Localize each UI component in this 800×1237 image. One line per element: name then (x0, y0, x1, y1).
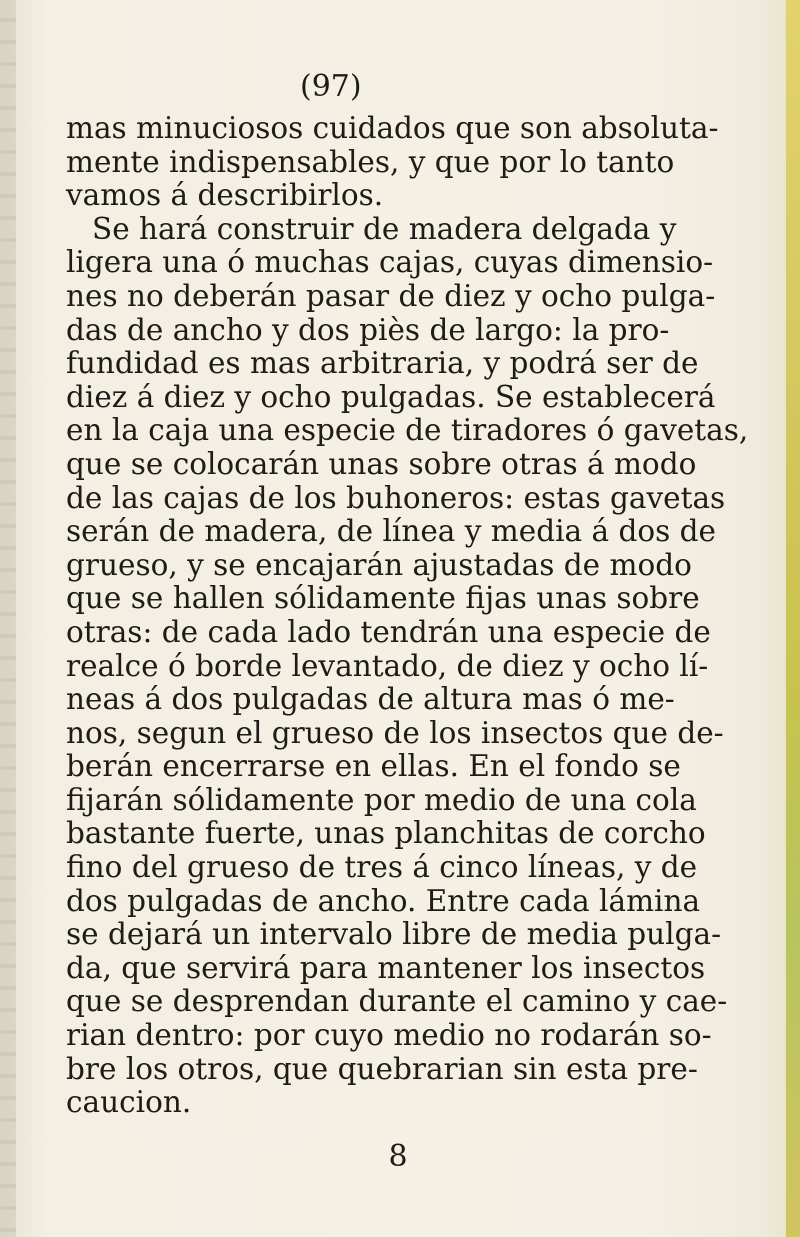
text-line: que se hallen sólidamente fijas unas sobre (66, 581, 700, 616)
text-line: neas á dos pulgadas de altura mas ó me- (66, 682, 675, 717)
text-line: bastante fuerte, unas planchitas de corcho (66, 816, 706, 851)
signature-mark: 8 (388, 1139, 408, 1174)
text-line: otras: de cada lado tendrán una especie de (66, 614, 711, 649)
text-line: diez á diez y ocho pulgadas. Se establecerá (66, 379, 716, 414)
text-line: se dejará un intervalo libre de media pulga- (66, 917, 722, 952)
text-line: bre los otros, que quebrarian sin esta pre- (66, 1051, 698, 1086)
text-line: nes no deberán pasar de diez y ocho pulga- (66, 278, 716, 313)
page-number: (97) (300, 69, 362, 104)
text-line: das de ancho y dos piès de largo: la pro- (66, 312, 670, 347)
text-line: berán encerrarse en ellas. En el fondo se (66, 749, 681, 784)
text-line: nos, segun el grueso de los insectos que de- (66, 715, 724, 750)
text-line: ligera una ó muchas cajas, cuyas dimensio- (66, 245, 714, 280)
text-line: grueso, y se encajarán ajustadas de modo (66, 547, 692, 582)
text-line: dos pulgadas de ancho. Entre cada lámina (66, 883, 701, 918)
text-line: serán de madera, de línea y media á dos de (66, 514, 716, 549)
text-line: da, que servirá para mantener los insectos (66, 950, 706, 985)
text-line: que se desprendan durante el camino y cae- (66, 984, 728, 1019)
text-line: fundidad es mas arbitraria, y podrá ser de (66, 346, 699, 381)
text-line: que se colocarán unas sobre otras á modo (66, 446, 697, 481)
text-line: rian dentro: por cuyo medio no rodarán so- (66, 1018, 712, 1053)
text-line: fijarán sólidamente por medio de una cola (66, 782, 697, 817)
text-line: vamos á describirlos. (66, 178, 384, 213)
text-line: realce ó borde levantado, de diez y ocho lí- (66, 648, 709, 683)
text-line: mas minuciosos cuidados que son absoluta- (66, 111, 719, 145)
text-line: mente indispensables, y que por lo tanto (66, 144, 675, 179)
text-line: en la caja una especie de tiradores ó gavetas, (66, 413, 749, 448)
body-text (56, 112, 792, 1120)
text-line: fino del grueso de tres á cinco líneas, y de (66, 850, 698, 885)
text-line: caucion. (66, 1085, 192, 1120)
text-line: Se hará construir de madera delgada y (92, 211, 677, 246)
binding-edge (0, 0, 16, 1237)
text-line: de las cajas de los buhoneros: estas gavetas (66, 480, 726, 515)
